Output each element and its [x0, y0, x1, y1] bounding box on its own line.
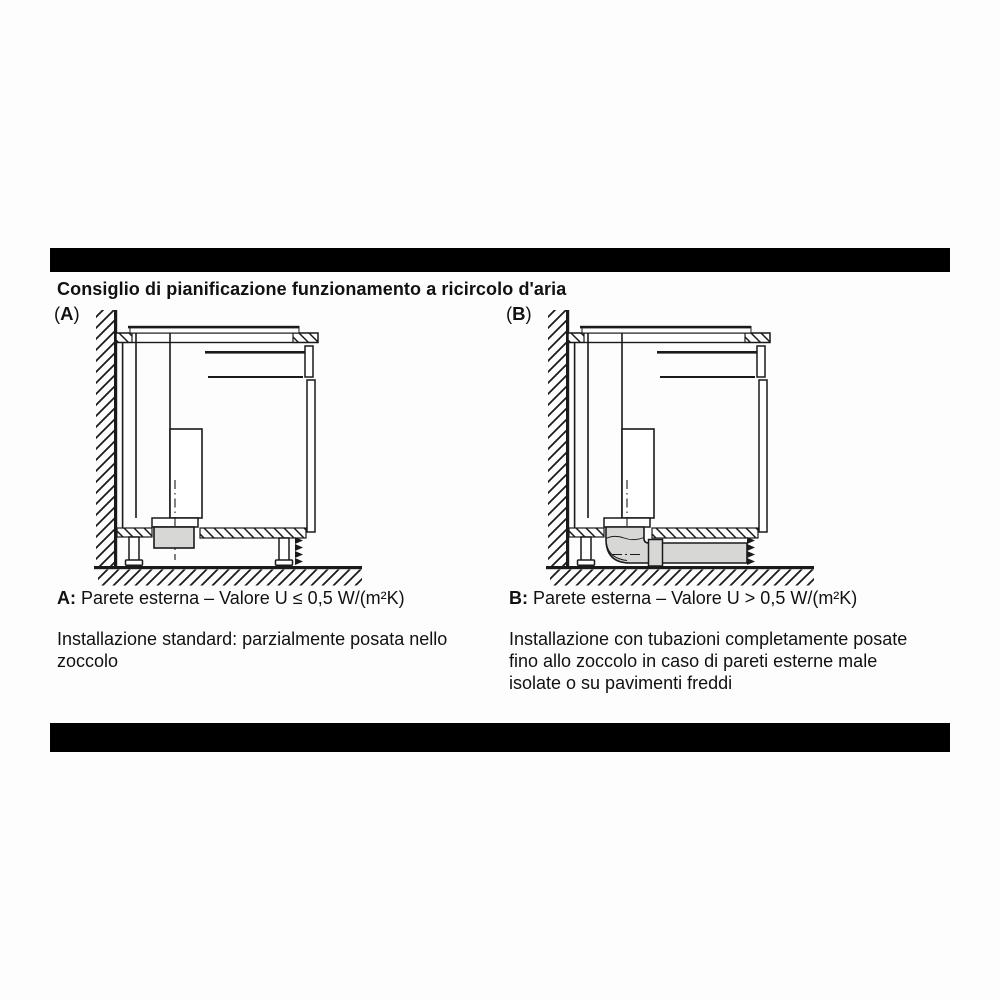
installation-diagrams — [94, 308, 820, 590]
plinth-duct-stub — [154, 527, 194, 548]
figure-a-label-close: ) — [73, 303, 80, 324]
bottom-divider-bar — [50, 723, 950, 752]
figure-a-label — [54, 303, 80, 325]
figure-b-caption — [509, 588, 857, 609]
cabinet-foot-right — [276, 560, 293, 565]
figure-b-label-close: ) — [525, 303, 532, 324]
duct-coupling — [649, 540, 663, 567]
figure-b-caption-text: Parete esterna – Valore U > 0,5 W/(m²K) — [533, 588, 858, 608]
figure-a-caption-text: Parete esterna – Valore U ≤ 0,5 W/(m²K) — [81, 588, 405, 608]
figure-b-caption-prefix: B: — [509, 588, 528, 608]
figure-b-label-open: ( — [506, 303, 513, 324]
figure-a-label-letter: A — [60, 303, 74, 324]
section-title: Consiglio di pianificazione funzionamento a ricircolo d'aria — [57, 279, 567, 299]
figure-a-label-open: ( — [54, 303, 61, 324]
figure-a-caption — [57, 588, 405, 609]
figure-a-description: Installazione standard: parzialmente posata nello zoccolo — [57, 629, 448, 671]
figure-b-label-letter: B — [512, 303, 526, 324]
figure-b-drawing — [546, 310, 814, 586]
cabinet-leg-right — [279, 538, 289, 561]
figure-b-description: Installazione con tubazioni completamente posate fino allo zoccolo in caso di pareti esterne male isolate o su pavimenti freddi — [509, 629, 908, 693]
figure-a-caption-prefix: A: — [57, 588, 76, 608]
top-divider-bar — [50, 248, 950, 272]
figure-a-drawing — [94, 310, 362, 586]
